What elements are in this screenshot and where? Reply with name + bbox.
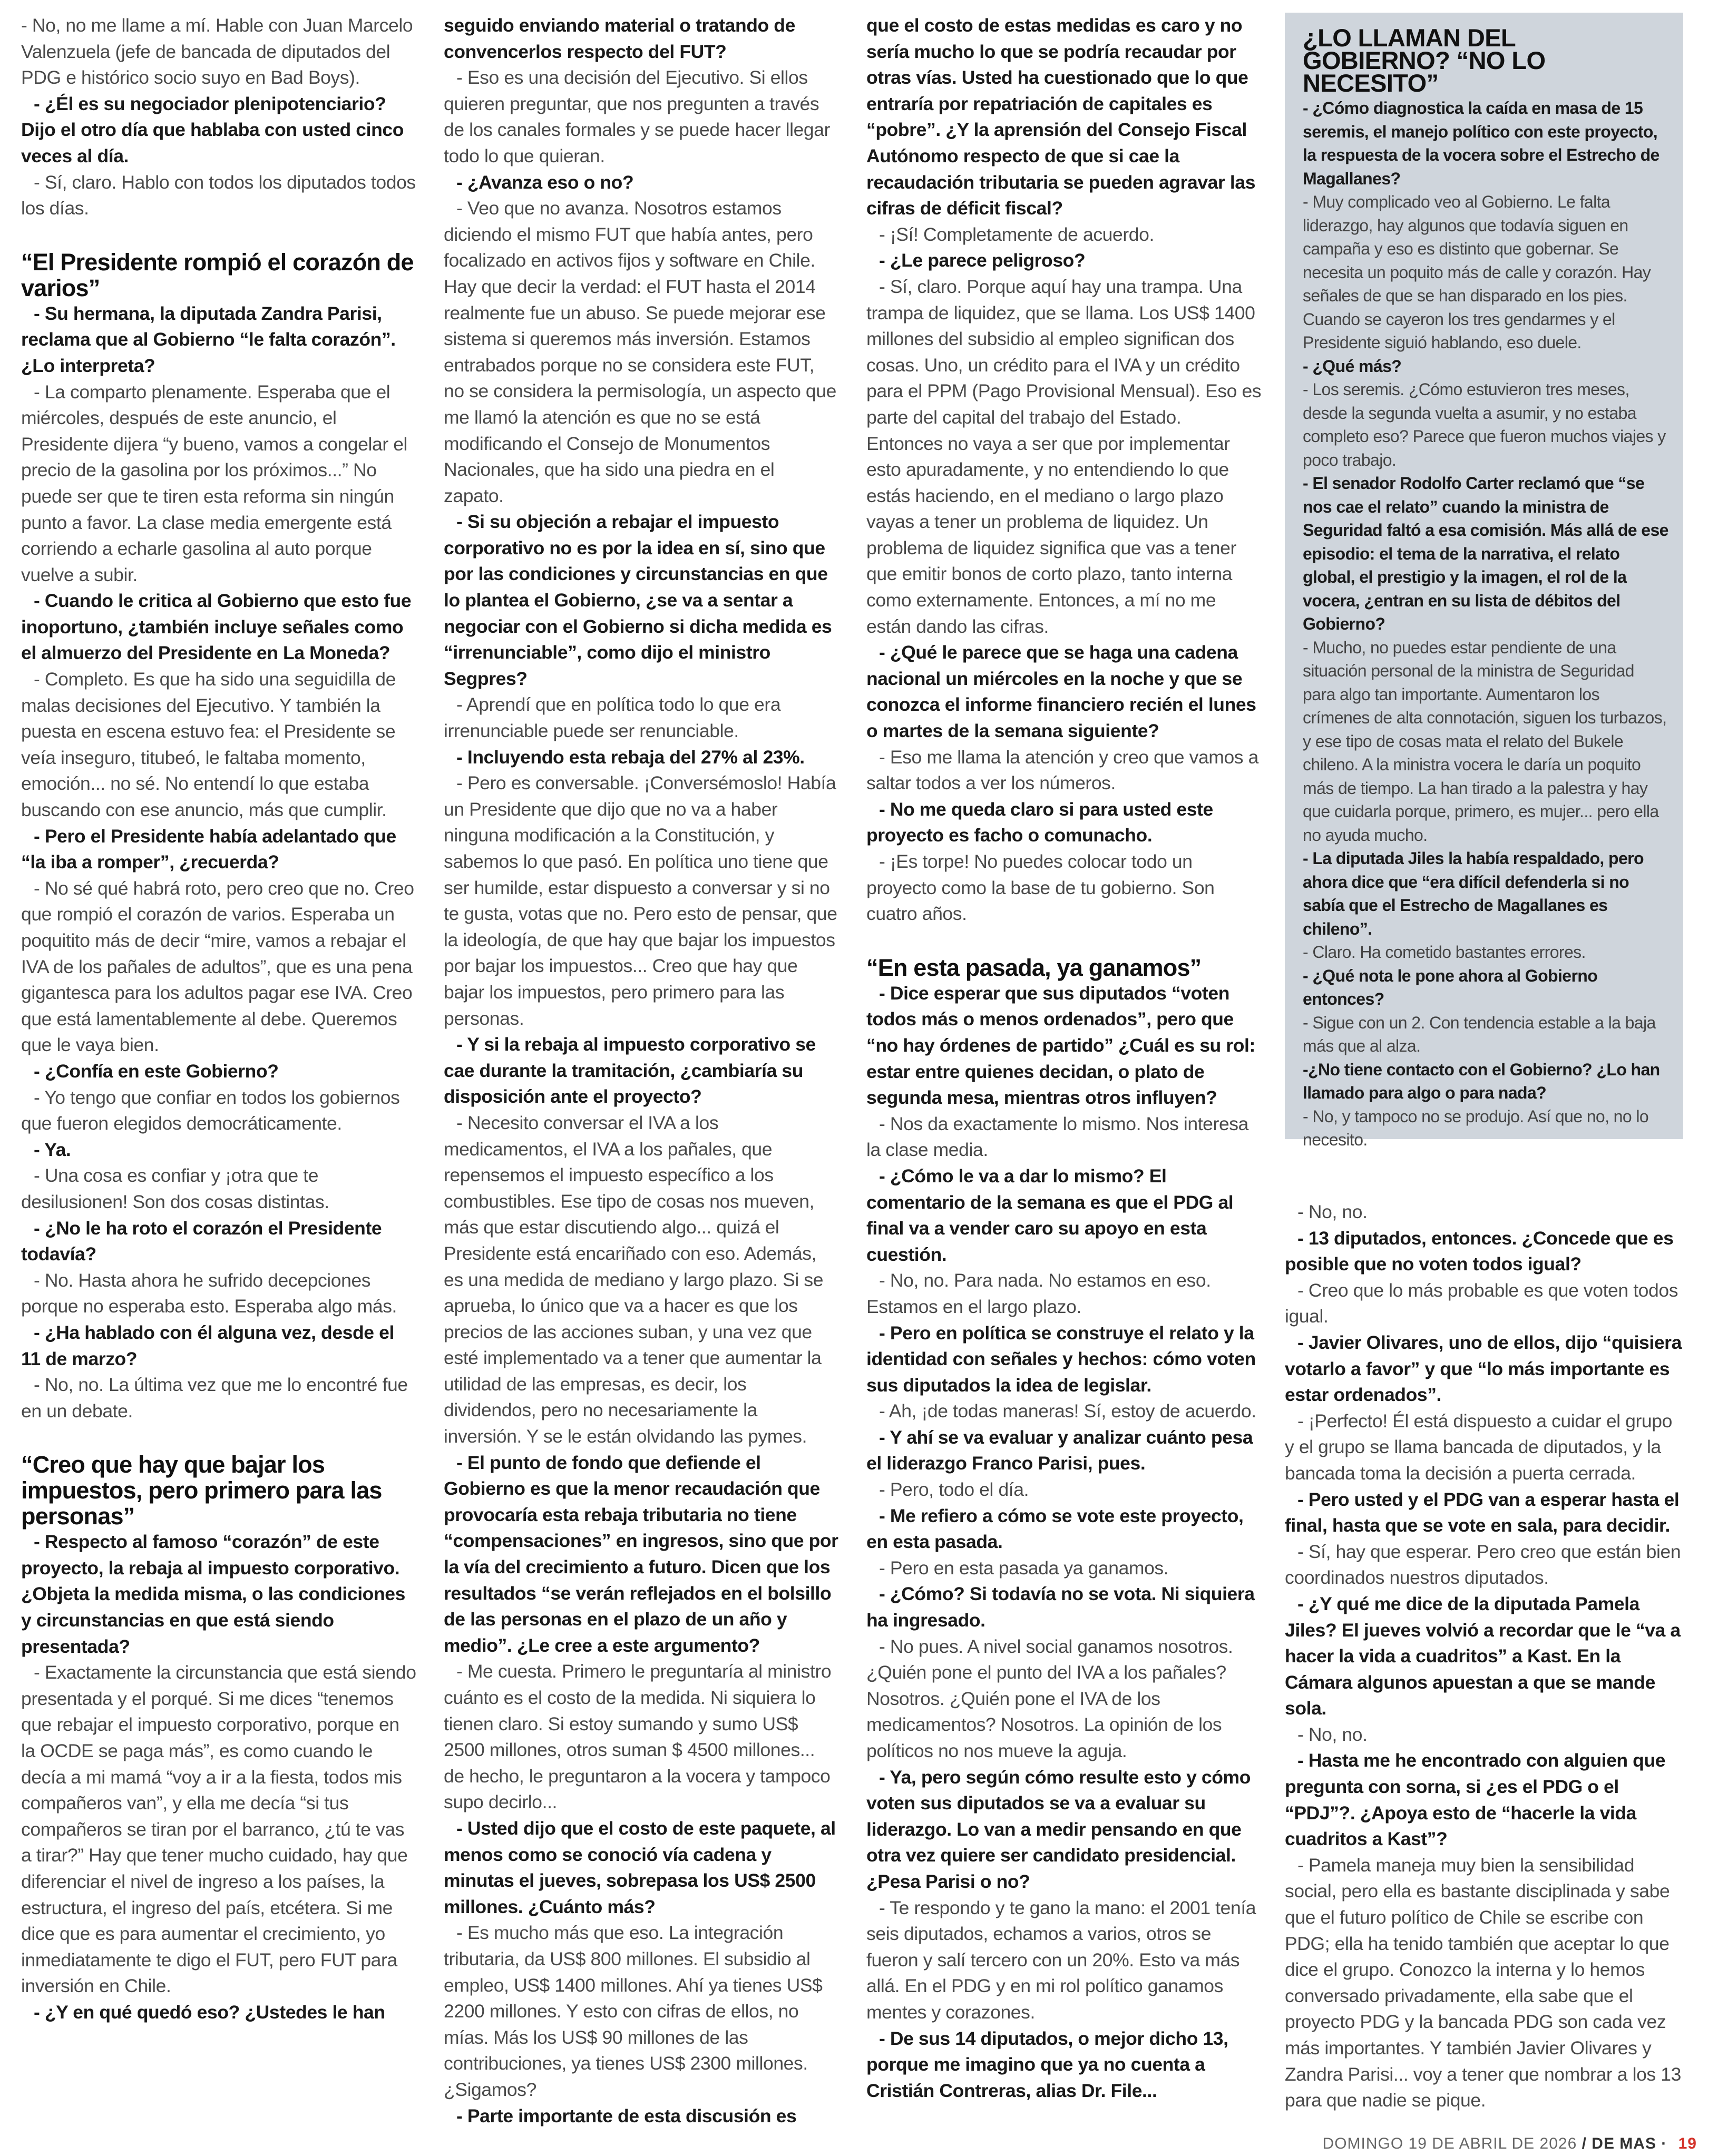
sidebar-title: ¿LO LLAMAN DEL GOBIERNO? “NO LO NECESITO” (1303, 24, 1546, 97)
interview-question: - El punto de fondo que defiende el Gobierno es que la menor recaudación que provocaría esta rebaja tributaria no tiene “compensaciones” en ingresos, sino que por la vía del crecimiento a futuro. Dicen que los resultados “se verán reflejados en el bolsillo de las personas en el plazo de un año y medio”. ¿Le cree a este argumento? (444, 1452, 838, 1656)
article-column-4 (1285, 1199, 1683, 2114)
interview-question: - Pero en política se construye el relato y la identidad con señales y hechos: cómo voten sus diputados la idea de legislar. (866, 1322, 1256, 1396)
interview-question: - Ya. (34, 1139, 71, 1160)
interview-answer: - Eso es una decisión del Ejecutivo. Si ellos quieren preguntar, que nos pregunten a través de los canales formales y se puede hacer llegar todo lo que quieran. (444, 67, 831, 166)
interview-question: - Me refiero a cómo se vote este proyecto, en esta pasada. (866, 1505, 1244, 1553)
interview-answer: - No, no. La última vez que me lo encontré fue en un debate. (21, 1374, 408, 1422)
interview-answer: - ¡Perfecto! Él está dispuesto a cuidar el grupo y el grupo se llama bancada de diputados, y la bancada toma la decisión a puerta cerrada. (1285, 1410, 1672, 1484)
interview-question: -¿No tiene contacto con el Gobierno? ¿Lo han llamado para algo o para nada? (1303, 1060, 1660, 1102)
interview-question: - Pero el Presidente había adelantado que “la iba a romper”, ¿recuerda? (21, 825, 396, 873)
interview-question: - ¿Qué le parece que se haga una cadena nacional un miércoles en la noche y que se conozca el informe financiero recién el lunes o martes de la semana siguiente? (866, 642, 1256, 742)
interview-answer: - No, no. (1297, 1723, 1368, 1745)
interview-answer: - No sé qué habrá roto, pero creo que no. Creo que rompió el corazón de varios. Esperaba un poquitito más de decir “mire, vamos a rebajar el IVA de los pañales de adultos”, que es una pena gigantesca para los adultos pagar ese IVA. Creo que está lamentablemente al debe. Queremos que le vaya bien. (21, 877, 414, 1056)
interview-answer: - Pero en esta pasada ya ganamos. (879, 1557, 1169, 1579)
interview-question: - Pero usted y el PDG van a esperar hasta el final, hasta que se vote en sala, para decidir. (1285, 1488, 1680, 1536)
interview-answer: - Pamela maneja muy bien la sensibilidad social, pero ella es bastante disciplinada y sabe que el futuro político de Chile se escribe con PDG; ella ha tenido también que aceptar lo que dice el grupo. Conozco la interna y lo hemos conversado privadamente, ella sabe que el proyecto PDG y la bancada PDG son cada vez más importantes. Y también Javier Olivares y Zandra Parisi... voy a tener que nombrar a los 13 para que nadie se pique. (1285, 1854, 1681, 2111)
interview-question: - Ya, pero según cómo resulte esto y cómo voten sus diputados se va a evaluar su liderazgo. Lo van a medir pensando en que otra vez quiere ser candidato presidencial. ¿Pesa Parisi o no? (866, 1766, 1251, 1892)
interview-question: - Y si la rebaja al impuesto corporativo se cae durante la tramitación, ¿cambiaría su disposición ante el proyecto? (444, 1034, 816, 1108)
interview-answer: - Ah, ¡de todas maneras! Sí, estoy de acuerdo. (879, 1400, 1256, 1422)
interview-answer: - No, no me llame a mí. Hable con Juan Marcelo Valenzuela (jefe de bancada de diputados del PDG e histórico socio suyo en Bad Boys). (21, 15, 413, 89)
interview-question: - ¿Confía en este Gobierno? (34, 1060, 279, 1082)
interview-answer: - Sí, claro. Hablo con todos los diputados todos los días. (21, 171, 416, 219)
interview-question: - ¿No le ha roto el corazón el Presidente todavía? (21, 1217, 382, 1265)
interview-question: - ¿Cómo le va a dar lo mismo? El comentario de la semana es que el PDG al final va a vender caro su apoyo en esta cuestión. (866, 1165, 1234, 1265)
interview-answer: - Necesito conversar el IVA a los medicamentos, el IVA a los pañales, que repensemos el impuesto específico a los combustibles. Ese tipo de cosas nos mueven, más que estar discutiendo algo... quizá el Presidente está encariñado con eso. Además, es una medida de mediano y largo plazo. Si se aprueba, lo único que va a hacer es que los precios de las acciones suban, y una vez que esté implementado va a tener que aumentar la utilidad de las empresas, es decir, los dividendos, pero no necesariamente la inversión. Y se le están olvidando las pymes. (444, 1112, 824, 1447)
page-number: 19 (1678, 2135, 1697, 2152)
interview-question: que el costo de estas medidas es caro y no sería mucho lo que se podría recaudar por otras vías. Usted ha cuestionado que lo que entraría por repatriación de capitales es “pobre”. ¿Y la aprensión del Consejo Fiscal Autónomo respecto de que si cae la recaudación tributaria se pueden agravar las cifras de déficit fiscal? (866, 15, 1256, 219)
interview-answer: - Nos da exactamente lo mismo. Nos interesa la clase media. (866, 1113, 1248, 1161)
interview-question: - Su hermana, la diputada Zandra Parisi, reclama que al Gobierno “le falta corazón”. ¿Lo interpreta? (21, 302, 396, 376)
interview-question: - Y ahí se va evaluar y analizar cuánto pesa el liderazgo Franco Parisi, pues. (866, 1426, 1253, 1474)
interview-question: - ¿Qué más? (1303, 356, 1402, 376)
interview-answer: - Aprendí que en política todo lo que era irrenunciable puede ser renunciable. (444, 694, 781, 742)
interview-question: - ¿Avanza eso o no? (456, 171, 634, 193)
interview-question: - Respecto al famoso “corazón” de este proyecto, la rebaja al impuesto corporativo. ¿Objeta la medida misma, o las condiciones y circunstancias en que está siendo presentada? (21, 1531, 405, 1657)
article-column-3 (866, 13, 1262, 2104)
interview-question: - Hasta me he encontrado con alguien que pregunta con sorna, si ¿es el PDG o el “PDJ”?. ¿Apoya esto de “hacerle la vida cuadritos a Kast”? (1285, 1750, 1666, 1850)
interview-question: - 13 diputados, entonces. ¿Concede que es posible que no voten todos igual? (1285, 1227, 1674, 1275)
footer-date: DOMINGO 19 DE ABRIL DE 2026 (1322, 2135, 1577, 2152)
interview-answer: - Muy complicado veo al Gobierno. Le falta liderazgo, hay algunos que todavía siguen en campaña y eso es distinto que gobernar. Se necesita un poquito más de calle y corazón. Hay señales de que se han disparado en los pies. Cuando se cayeron los tres gendarmes y el Presidente siguió hablando, eso duele. (1303, 192, 1651, 352)
interview-answer: - No, no. Para nada. No estamos en eso. Estamos en el largo plazo. (866, 1270, 1211, 1317)
sidebar-box (1285, 13, 1683, 1149)
interview-answer: - Sí, hay que esperar. Pero creo que están bien coordinados nuestros diputados. (1285, 1541, 1681, 1589)
interview-question: - Parte importante de esta discusión es (456, 2105, 797, 2126)
interview-answer: - Los seremis. ¿Cómo estuvieron tres meses, desde la segunda vuelta a asumir, y no estaba completo eso? Parece que fueron muchos viajes y poco trabajo. (1303, 380, 1666, 469)
interview-question: - No me queda claro si para usted este proyecto es facho o comunacho. (866, 798, 1213, 846)
interview-answer: - Pero es conversable. ¡Conversémoslo! Había un Presidente que dijo que no va a haber ninguna modificación a la Constitución, y sabemos lo que pasó. En política uno tiene que ser humilde, estar dispuesto a conversar y si no te gusta, votas que no. Pero esto de pensar, que la ideología, de que hay que bajar los impuestos por bajar los impuestos... Creo que hay que bajar los impuestos, pero primero para las personas. (444, 772, 837, 1029)
interview-question: - ¿Ha hablado con él alguna vez, desde el 11 de marzo? (21, 1321, 394, 1369)
interview-answer: - No, no. (1297, 1201, 1368, 1222)
interview-question: - ¿Cómo diagnostica la caída en masa de 15 seremis, el manejo político con este proyecto, la respuesta de la vocera sobre el Estrecho de Magallanes? (1303, 99, 1660, 188)
interview-question: - Javier Olivares, uno de ellos, dijo “quisiera votarlo a favor” y que “lo más importante es estar ordenados”. (1285, 1331, 1682, 1406)
interview-answer: - Veo que no avanza. Nosotros estamos diciendo el mismo FUT que había antes, pero focalizado en activos fijos y software en Chile. Hay que decir la verdad: el FUT hasta el 2014 realmente fue un abuso. Se puede mejorar ese sistema si queremos más inversión. Estamos entrabados porque no se considera este FUT, no se considera la permisología, un aspecto que me llamó la atención es que no se está modificando el Consejo de Monumentos Nacionales, que ha sido una piedra en el zapato. (444, 198, 836, 506)
newspaper-page (21, 13, 1697, 2141)
interview-question: - Incluyendo esta rebaja del 27% al 23%. (456, 746, 805, 768)
section-heading: “Creo que hay que bajar los impuestos, pero primero para las personas” (21, 1451, 382, 1530)
interview-question: - La diputada Jiles la había respaldado, pero ahora dice que “era difícil defenderla si no sabía que el Estrecho de Magallanes es chileno”. (1303, 849, 1644, 938)
interview-answer: - Creo que lo más probable es que voten todos igual. (1285, 1279, 1678, 1327)
interview-answer: - ¡Es torpe! No puedes colocar todo un proyecto como la base de tu gobierno. Son cuatro años. (866, 851, 1215, 925)
interview-answer: - La comparto plenamente. Esperaba que el miércoles, después de este anuncio, el Presidente dijera “y bueno, vamos a congelar el precio de la gasolina por los próximos...” No puede ser que te tiren esta reforma sin ningún punto a favor. La clase media emergente está corriendo a echarle gasolina al auto porque vuelve a subir. (21, 381, 408, 585)
interview-answer: - Exactamente la circunstancia que está siendo presentada y el porqué. Si me dices “tenemos que rebajar el impuesto corporativo, porque en la OCDE se paga más”, es como cuando le decía a mi mamá “voy a ir a la fiesta, todos mis compañeros van”, y ella me decía “si tus compañeros se tiran por el barranco, ¿tú te vas a tirar?” Hay que tener mucho cuidado, hay que diferenciar el nivel de ingreso a los países, la estructura, el ingreso del país, etcétera. Si me dice que es para aumentar el crecimiento, yo inmediatamente te digo el FUT, pero FUT para inversión en Chile. (21, 1662, 416, 1997)
interview-question: - ¿Le parece peligroso? (879, 250, 1086, 271)
interview-answer: - Mucho, no puedes estar pendiente de una situación personal de la ministra de Seguridad para algo tan importante. Aumentaron los crímenes de alta connotación, siguen los turbazos, y ese tipo de cosas mata el relato del Bukele chileno. A la ministra vocera le daría un poquito más de tiempo. La han tirado a la palestra y hay que cuidarla porque, primero, es mujer... pero ella no ayuda mucho. (1303, 638, 1667, 845)
interview-question: seguido enviando material o tratando de convencerlos respecto del FUT? (444, 15, 795, 62)
interview-answer: - Me cuesta. Primero le preguntaría al ministro cuánto es el costo de la medida. Ni siquiera lo tienen claro. Si estoy sumando y sumo US$ 2500 millones, otros suman $ 4500 millones... de hecho, le preguntaron a la vocera y tampoco supo decirlo... (444, 1661, 832, 1813)
interview-answer: - Pero, todo el día. (879, 1479, 1029, 1501)
interview-answer: - Yo tengo que confiar en todos los gobiernos que fueron elegidos democráticamente. (21, 1086, 400, 1134)
interview-question: - ¿Y en qué quedó eso? ¿Ustedes le han (34, 2001, 385, 2023)
interview-answer: - ¡Sí! Completamente de acuerdo. (879, 223, 1154, 245)
interview-question: - ¿Y qué me dice de la diputada Pamela Jiles? El jueves volvió a recordar que le “va a hacer la vida a cuadritos” a Kast. En la Cámara algunos apuestan a que se mande sola. (1285, 1593, 1681, 1719)
interview-question: - Si su objeción a rebajar el impuesto corporativo no es por la idea en sí, sino que por las condiciones y circunstancias en que lo plantea el Gobierno, ¿se va a sentar a negociar con el Gobierno si dicha medida es “irrenunciable”, como dijo el ministro Segpres? (444, 511, 832, 689)
interview-question: - ¿Cómo? Si todavía no se vota. Ni siquiera ha ingresado. (866, 1583, 1255, 1631)
interview-question: - De sus 14 diputados, o mejor dicho 13, porque me imagino que ya no cuenta a Cristián Contreras, alias Dr. File... (866, 2027, 1228, 2101)
article-column-1 (21, 13, 416, 2026)
interview-answer: - No. Hasta ahora he sufrido decepciones porque no esperaba esto. Esperaba algo más. (21, 1269, 397, 1317)
section-heading: “En esta pasada, ya ganamos” (866, 954, 1202, 981)
interview-question: - ¿Qué nota le pone ahora al Gobierno entonces? (1303, 966, 1598, 1008)
interview-answer: - Eso me llama la atención y creo que vamos a saltar todos a ver los números. (866, 746, 1258, 794)
interview-answer: - No pues. A nivel social ganamos nosotros. ¿Quién pone el punto del IVA a los pañales? Nosotros. ¿Quién pone el IVA de los medicamentos? Nosotros. La opinión de los políticos no nos mueve la aguja. (866, 1635, 1233, 1761)
interview-answer: - Completo. Es que ha sido una seguidilla de malas decisiones del Ejecutivo. Y también la puesta en escena estuvo fea: el Presidente se veía inseguro, titubeó, le faltaba momento, emoción... no sé. No entendí lo que estaba buscando con ese anuncio, más que cumplir. (21, 669, 396, 821)
interview-answer: - Una cosa es confiar y ¡otra que te desilusionen! Son dos cosas distintas. (21, 1165, 329, 1212)
article-column-2 (444, 13, 839, 2129)
interview-question: - Usted dijo que el costo de este paquete, al menos como se conoció vía cadena y minutas el jueves, sobrepasa los US$ 2500 millones. ¿Cuánto más? (444, 1817, 836, 1917)
interview-question: - El senador Rodolfo Carter reclamó que “se nos cae el relato” cuando la ministra de Seguridad faltó a esa comisión. Más allá de ese episodio: el tema de la narrativa, el relato global, el prestigio y la imagen, el rol de la vocera, ¿entran en su lista de débitos del Gobierno? (1303, 474, 1668, 633)
page-footer (1323, 2135, 1697, 2156)
footer-brand: / DE MAS · (1582, 2135, 1667, 2152)
interview-answer: - Es mucho más que eso. La integración tributaria, da US$ 800 millones. El subsidio al empleo, US$ 1400 millones. Ahí ya tienes US$ 2200 millones. Y esto con cifras de ellos, no mías. Más los US$ 90 millones de las contribuciones, ya tienes US$ 2300 millones. ¿Sigamos? (444, 1922, 823, 2100)
interview-answer: - Sigue con un 2. Con tendencia estable a la baja más que al alza. (1303, 1013, 1656, 1055)
interview-answer: - No, y tampoco no se produjo. Así que no, no lo necesito. (1303, 1106, 1649, 1149)
interview-question: - ¿Él es su negociador plenipotenciario? Dijo el otro día que hablaba con usted cinco veces al día. (21, 93, 404, 166)
interview-answer: - Sí, claro. Porque aquí hay una trampa. Una trampa de liquidez, que se llama. Los US$ 1400 millones del subsidio al empleo significan dos cosas. Uno, un crédito para el IVA y un crédito para el PPM (Pago Provisional Mensual). Eso es parte del capital del trabajo del Estado. Entonces no vaya a ser que por implementar esto apuradamente, y no entendiendo lo que estás haciendo, en el mediano o largo plazo vayas a tener un problema de liquidez. Un problema de liquidez significa que vas a tener que emitir bonos de corto plazo, tanto interna como externamente. Entonces, a mí no me están dando las cifras. (866, 276, 1262, 637)
sidebar-body (1303, 96, 1668, 1152)
interview-answer: - Claro. Ha cometido bastantes errores. (1303, 943, 1586, 962)
interview-answer: - Te respondo y te gano la mano: el 2001 tenía seis diputados, echamos a varios, otros se fueron y salí tercero con un 20%. Esto va más allá. En el PDG y en mi rol político ganamos mentes y corazones. (866, 1897, 1256, 2023)
interview-question: - Cuando le critica al Gobierno que esto fue inoportuno, ¿también incluye señales como el almuerzo del Presidente en La Moneda? (21, 590, 412, 664)
interview-question: - Dice esperar que sus diputados “voten todos más o menos ordenados”, pero que “no hay órdenes de partido” ¿Cuál es su rol: estar entre quienes decidan, o plato de segunda mesa, mientras otros influyen? (866, 982, 1255, 1109)
section-heading: “El Presidente rompió el corazón de varios” (21, 248, 414, 301)
